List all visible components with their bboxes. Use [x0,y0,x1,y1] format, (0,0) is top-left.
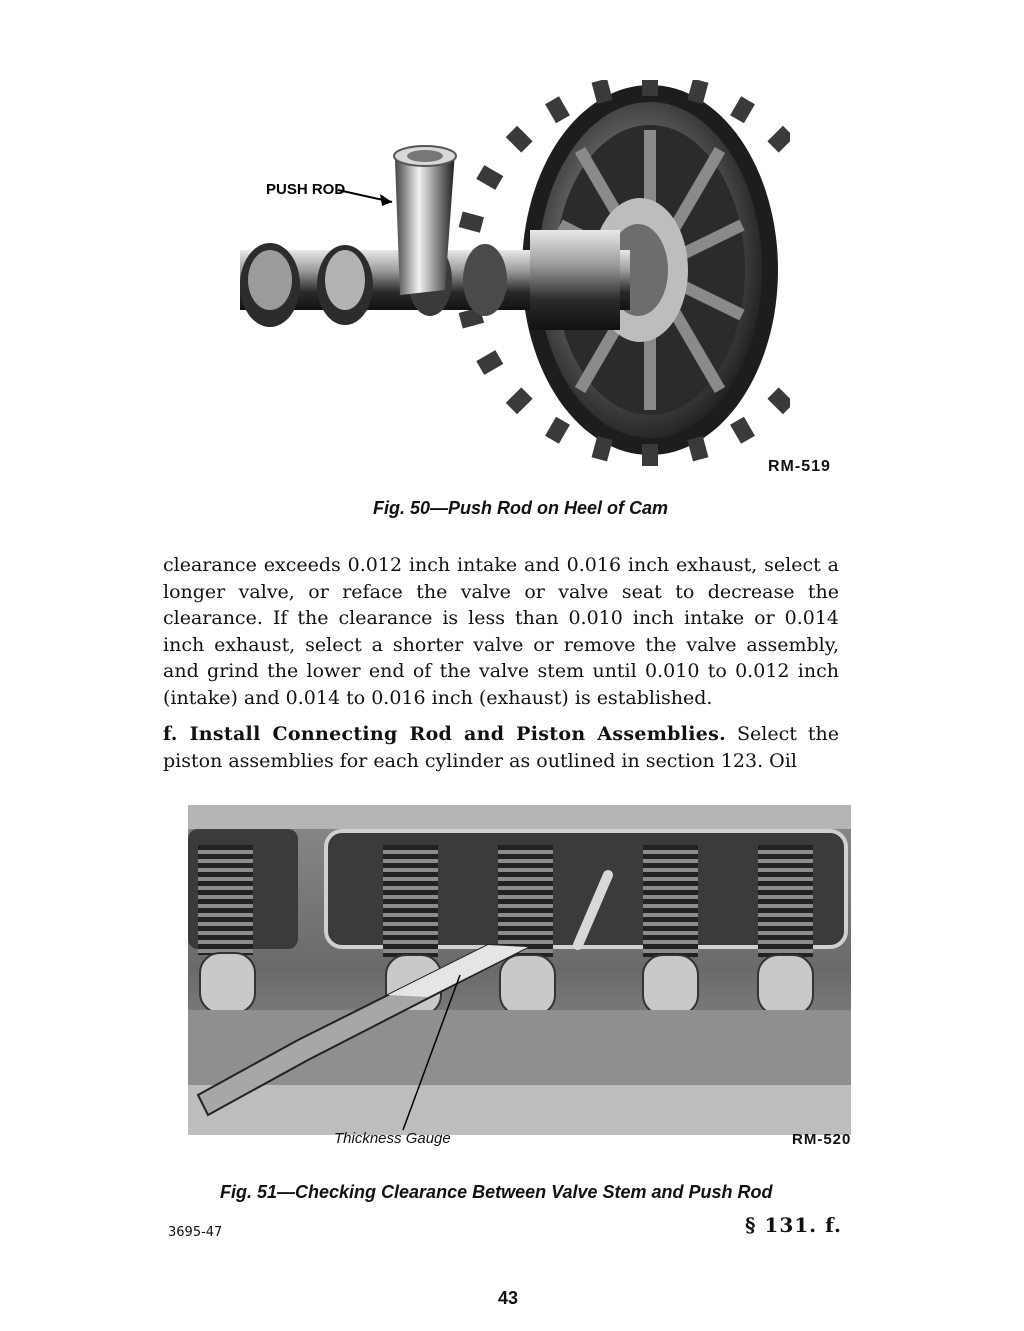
page-number: 43 [498,1288,519,1308]
section-reference: § 131. f. [745,1213,842,1237]
document-number: 3695-47 [168,1225,223,1240]
figure-51-photo-body [188,805,851,1135]
body-paragraph-2-text: Select the piston assemblies for each cylinder as outlined in section 123. Oil [163,723,839,772]
push-rod-callout: PUSH ROD [266,181,346,198]
figure-50-caption: Fig. 50—Push Rod on Heel of Cam [373,498,669,518]
figure-51-caption: Fig. 51—Checking Clearance Between Valve Stem and Push Rod [220,1182,773,1202]
figure-51-ref: RM-520 [792,1131,852,1148]
section-heading-f: f. Install Connecting Rod and Piston Assemblies. [163,723,727,745]
body-text [163,552,839,774]
figure-50-photo [230,80,790,480]
thickness-gauge-callout: Thickness Gauge [334,1130,451,1147]
body-paragraph-1: clearance exceeds 0.012 inch intake and 0.016 inch exhaust, select a longer valve, or reface the valve or valve seat to decrease the clearance. If the clearance is less than 0.010 inch intake or 0.014 inch exhaust, select a shorter valve or remove the valve assembly, and grind the lower end of the valve stem until 0.010 to 0.012 inch (intake) and 0.014 to 0.016 inch (exhaust) is established. [163,554,839,709]
body-paragraph-2 [163,721,839,774]
figure-50-ref: RM-519 [768,458,831,475]
